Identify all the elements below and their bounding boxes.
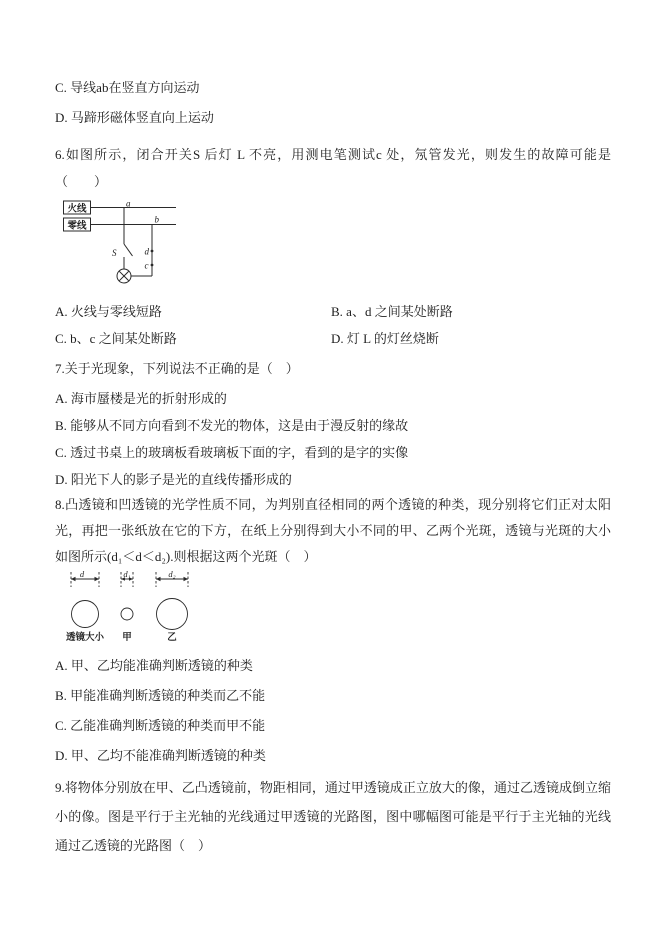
lens-circle bbox=[72, 601, 99, 628]
circuit-label-s: S bbox=[112, 248, 117, 258]
q6-stem: 6.如图所示，闭合开关S 后灯 L 不亮，用测电笔测试c 处，氖管发光，则发生的故障可能是（ ） bbox=[55, 147, 611, 189]
dim-label-d: d bbox=[79, 570, 85, 579]
q6-circuit-figure bbox=[62, 199, 184, 294]
label-lens-size: 透镜大小 bbox=[65, 633, 105, 643]
live-wire-label: 火线 bbox=[67, 204, 87, 215]
neutral-wire-label: 零线 bbox=[67, 221, 87, 232]
q7-option-c: C. 透过书桌上的玻璃板看玻璃板下面的字，看到的是字的实像 bbox=[55, 445, 409, 460]
switch-lever bbox=[124, 244, 133, 256]
q6-option-d: D. 灯 L 的灯丝烧断 bbox=[331, 331, 439, 346]
q7-stem: 7.关于光现象，下列说法不正确的是（ ） bbox=[55, 361, 299, 376]
label-jia: 甲 bbox=[122, 633, 132, 643]
spot-jia-circle bbox=[121, 608, 133, 620]
circuit-label-c: c bbox=[144, 260, 149, 271]
q8-lens-spot-figure bbox=[60, 570, 210, 644]
prev-question-option-d: D. 马蹄形磁体竖直向上运动 bbox=[55, 110, 214, 125]
spot-yi-circle bbox=[157, 599, 188, 630]
prev-question-option-c: C. 导线ab在竖直方向运动 bbox=[55, 80, 200, 95]
q8-option-a: A. 甲、乙均能准确判断透镜的种类 bbox=[55, 658, 253, 673]
circuit-label-a: a bbox=[126, 199, 131, 209]
q6-option-a: A. 火线与零线短路 bbox=[55, 304, 162, 319]
q8-stem: 8.凸透镜和凹透镜的光学性质不同，为判别直径相同的两个透镜的种类，现分别将它们正对太阳光，再把一张纸放在它的下方，在纸上分别得到大小不同的甲、乙两个光斑，透镜与光斑的大小如图所示(d₁＜d＜d₂).则根据这两个光斑（ ） bbox=[55, 497, 611, 564]
q9-stem: 9.将物体分别放在甲、乙凸透镜前，物距相同，通过甲透镜成正立放大的像，通过乙透镜成倒立缩小的像。图是平行于主光轴的光线通过甲透镜的光路图，图中哪幅图可能是平行于主光轴的光线通过乙透镜的光路图（ ） bbox=[55, 780, 611, 853]
point-c-dot bbox=[151, 264, 154, 267]
q6-option-c: C. b、c 之间某处断路 bbox=[55, 331, 177, 346]
circuit-label-d: d bbox=[144, 246, 149, 257]
q8-option-d: D. 甲、乙均不能准确判断透镜的种类 bbox=[55, 748, 266, 763]
q6-options bbox=[55, 302, 611, 349]
q7-option-b: B. 能够从不同方向看到不发光的物体，这是由于漫反射的缘故 bbox=[55, 418, 409, 433]
dim-label-d2: d₂ bbox=[168, 570, 176, 579]
point-d-dot bbox=[151, 250, 154, 253]
label-yi: 乙 bbox=[167, 633, 177, 643]
q7-option-d: D. 阳光下人的影子是光的直线传播形成的 bbox=[55, 472, 292, 487]
q6-option-b: B. a、d 之间某处断路 bbox=[331, 304, 453, 319]
dim-label-d1: d₁ bbox=[123, 570, 131, 579]
q8-option-b: B. 甲能准确判断透镜的种类而乙不能 bbox=[55, 688, 266, 703]
q8-option-c: C. 乙能准确判断透镜的种类而甲不能 bbox=[55, 718, 266, 733]
q7-option-a: A. 海市蜃楼是光的折射形成的 bbox=[55, 391, 227, 406]
circuit-label-b: b bbox=[154, 214, 159, 225]
